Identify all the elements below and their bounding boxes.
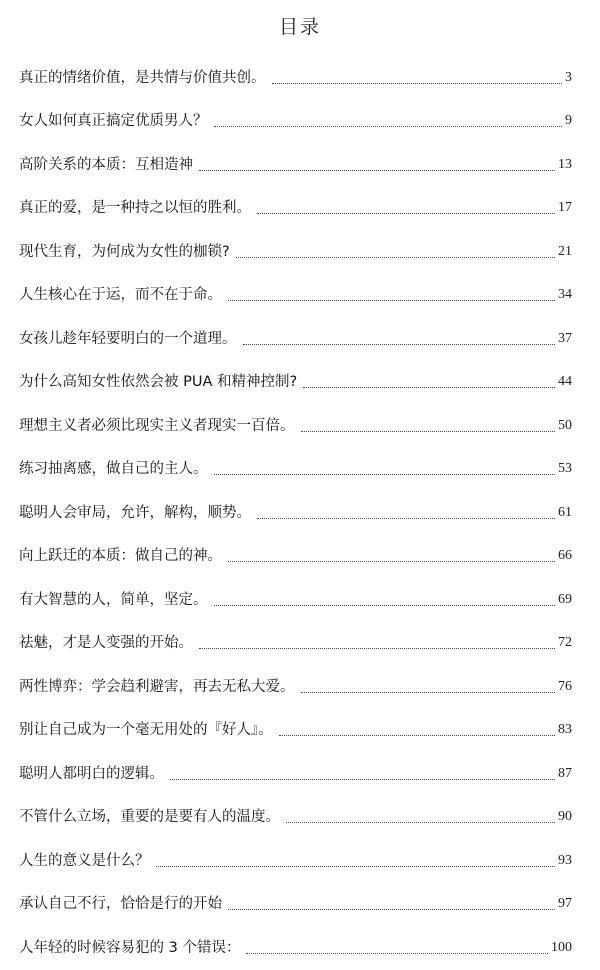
toc-dot-leader xyxy=(228,909,555,910)
toc-dot-leader xyxy=(170,779,555,780)
toc-entry-page-number: 44 xyxy=(558,374,572,389)
toc-entry-title: 高阶关系的本质：互相造神 xyxy=(19,156,193,173)
toc-entry[interactable] xyxy=(19,100,572,144)
toc-entry[interactable] xyxy=(19,143,572,187)
toc-dot-leader xyxy=(214,605,556,606)
toc-dot-leader xyxy=(228,300,555,301)
toc-entry-title: 聪明人会审局，允许，解构，顺势。 xyxy=(19,504,251,521)
toc-entry-page-number: 93 xyxy=(558,852,572,868)
toc-entry-page-number: 17 xyxy=(558,200,572,215)
toc-dot-leader xyxy=(301,692,556,693)
toc-dot-leader xyxy=(199,170,555,171)
toc-dot-leader xyxy=(257,213,555,214)
toc-dot-leader xyxy=(286,822,555,823)
toc-entry-page-number: 13 xyxy=(558,156,572,172)
toc-entry-page-number: 21 xyxy=(558,243,572,259)
toc-entry-title: 女孩儿趁年轻要明白的一个道理。 xyxy=(19,330,237,347)
toc-entry-page-number: 3 xyxy=(565,69,572,85)
toc-entry[interactable] xyxy=(19,448,572,492)
toc-entry-title: 现代生育，为何成为女性的枷锁? xyxy=(19,243,230,260)
toc-list xyxy=(19,56,572,970)
toc-entry-title: 不管什么立场，重要的是要有人的温度。 xyxy=(19,809,280,825)
toc-entry[interactable] xyxy=(19,883,572,927)
toc-dot-leader xyxy=(303,387,555,388)
toc-entry-page-number: 9 xyxy=(565,113,572,128)
toc-entry[interactable] xyxy=(19,796,572,840)
toc-entry-title: 理想主义者必须比现实主义者现实一百倍。 xyxy=(19,417,295,434)
toc-dot-leader xyxy=(246,953,548,954)
toc-entry-title: 承认自己不行，恰恰是行的开始 xyxy=(19,896,222,912)
toc-entry-title: 人生核心在于运，而不在于命。 xyxy=(19,287,222,303)
toc-dot-leader xyxy=(214,126,563,127)
toc-entry-page-number: 87 xyxy=(558,765,572,781)
toc-entry-page-number: 83 xyxy=(558,722,572,737)
toc-dot-leader xyxy=(257,518,555,519)
toc-entry[interactable] xyxy=(19,404,572,448)
toc-dot-leader xyxy=(243,344,556,345)
toc-entry-title: 练习抽离感，做自己的主人。 xyxy=(19,461,208,477)
toc-entry[interactable] xyxy=(19,56,572,100)
toc-entry[interactable] xyxy=(19,361,572,405)
toc-dot-leader xyxy=(301,431,556,432)
toc-entry-title: 别让自己成为一个毫无用处的『好人』。 xyxy=(19,722,273,738)
toc-dot-leader xyxy=(279,735,555,736)
toc-entry[interactable] xyxy=(19,839,572,883)
toc-dot-leader xyxy=(236,257,555,258)
toc-entry-title: 祛魅，才是人变强的开始。 xyxy=(19,635,193,651)
toc-entry[interactable] xyxy=(19,187,572,231)
toc-entry-page-number: 76 xyxy=(558,678,572,694)
toc-entry-page-number: 72 xyxy=(558,635,572,650)
toc-entry-page-number: 97 xyxy=(558,896,572,911)
toc-dot-leader xyxy=(272,83,563,84)
toc-entry-title: 人生的意义是什么？ xyxy=(19,852,150,869)
toc-entry-page-number: 50 xyxy=(558,417,572,433)
toc-dot-leader xyxy=(214,474,556,475)
toc-entry[interactable] xyxy=(19,535,572,579)
toc-entry-page-number: 90 xyxy=(558,809,572,824)
toc-dot-leader xyxy=(199,648,555,649)
toc-entry-title: 聪明人都明白的逻辑。 xyxy=(19,765,164,782)
toc-dot-leader xyxy=(156,866,556,867)
toc-title: 目录 xyxy=(278,16,321,38)
toc-entry[interactable] xyxy=(19,926,572,970)
toc-entry[interactable] xyxy=(19,709,572,753)
toc-entry-title: 真正的情绪价值，是共情与价值共创。 xyxy=(19,69,266,86)
toc-entry-title: 为什么高知女性依然会被 PUA 和精神控制? xyxy=(19,374,298,390)
toc-entry[interactable] xyxy=(19,752,572,796)
toc-entry[interactable] xyxy=(19,578,572,622)
toc-entry[interactable] xyxy=(19,317,572,361)
toc-entry[interactable] xyxy=(19,491,572,535)
toc-entry[interactable] xyxy=(19,230,572,274)
toc-entry-title: 女人如何真正搞定优质男人？ xyxy=(19,113,208,129)
toc-entry-page-number: 61 xyxy=(558,504,572,520)
toc-entry[interactable] xyxy=(19,622,572,666)
toc-entry-page-number: 66 xyxy=(558,548,572,563)
toc-entry-page-number: 100 xyxy=(551,939,572,955)
toc-entry-page-number: 69 xyxy=(558,591,572,607)
toc-entry-title: 真正的爱，是一种持之以恒的胜利。 xyxy=(19,200,251,216)
toc-entry-title: 向上跃迁的本质：做自己的神。 xyxy=(19,548,222,564)
toc-dot-leader xyxy=(228,561,555,562)
toc-entry-page-number: 34 xyxy=(558,287,572,302)
toc-entry-title: 两性博弈：学会趋利避害，再去无私大爱。 xyxy=(19,678,295,695)
toc-entry-page-number: 53 xyxy=(558,461,572,476)
toc-entry[interactable] xyxy=(19,665,572,709)
toc-entry-page-number: 37 xyxy=(558,330,572,346)
toc-entry[interactable] xyxy=(19,274,572,318)
toc-entry-title: 有大智慧的人，简单，坚定。 xyxy=(19,591,208,608)
toc-entry-title: 人年轻的时候容易犯的 3 个错误： xyxy=(19,939,241,956)
